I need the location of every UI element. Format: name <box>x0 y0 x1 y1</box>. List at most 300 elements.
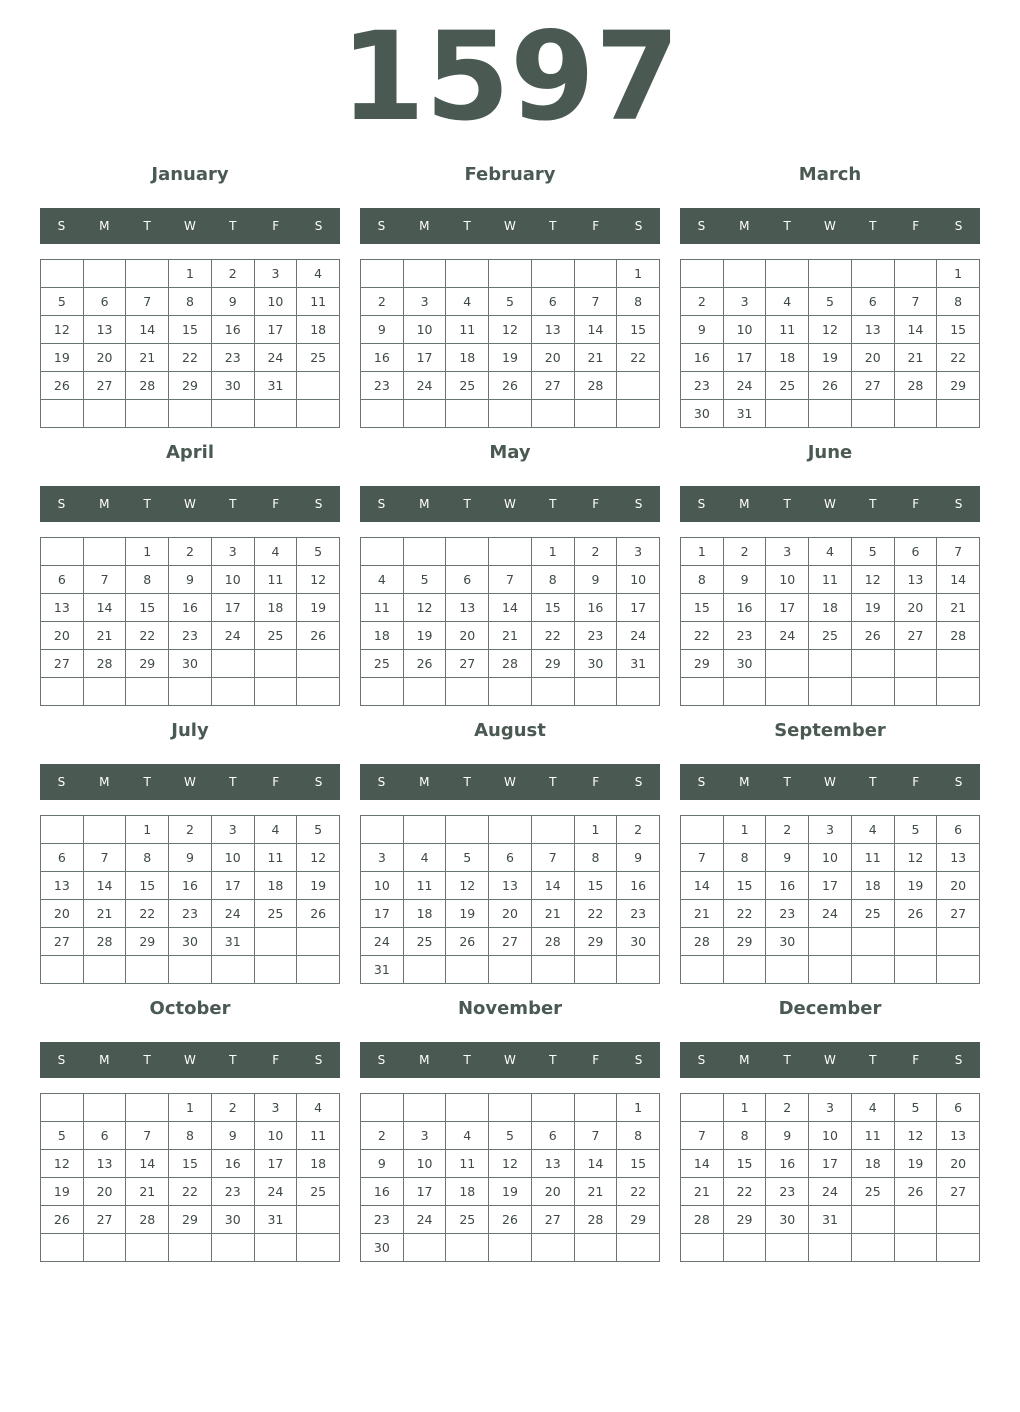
day-cell: 24 <box>212 900 255 928</box>
day-cell <box>895 1206 938 1234</box>
day-cell: 17 <box>809 872 852 900</box>
day-cell: 25 <box>255 622 298 650</box>
day-cell: 7 <box>575 1122 618 1150</box>
day-cell: 26 <box>489 372 532 400</box>
day-cell: 27 <box>84 1206 127 1234</box>
day-cell: 4 <box>446 1122 489 1150</box>
day-cell <box>212 1234 255 1262</box>
weekday-label: F <box>272 1053 280 1067</box>
day-cell: 28 <box>937 622 980 650</box>
day-cell: 7 <box>681 844 724 872</box>
day-cell: 26 <box>297 900 340 928</box>
day-cell <box>41 956 84 984</box>
weekday-label: S <box>57 1053 66 1067</box>
month-february <box>360 158 660 428</box>
day-cell: 13 <box>895 566 938 594</box>
day-cell: 24 <box>404 1206 447 1234</box>
day-cell: 29 <box>937 372 980 400</box>
day-cell <box>169 678 212 706</box>
day-cell: 1 <box>937 260 980 288</box>
weekday-label: T <box>143 775 151 789</box>
month-name: December <box>778 998 882 1019</box>
day-cell: 27 <box>852 372 895 400</box>
day-cell: 1 <box>575 816 618 844</box>
day-cell: 22 <box>724 1178 767 1206</box>
day-cell: 23 <box>169 900 212 928</box>
weekday-header <box>40 208 340 244</box>
day-cell: 21 <box>126 344 169 372</box>
month-december <box>680 992 980 1262</box>
day-cell <box>617 678 660 706</box>
day-cell: 8 <box>126 566 169 594</box>
day-cell <box>809 956 852 984</box>
day-cell <box>297 650 340 678</box>
day-cell: 26 <box>404 650 447 678</box>
day-cell <box>895 678 938 706</box>
day-cell: 20 <box>532 1178 575 1206</box>
day-cell <box>297 956 340 984</box>
day-cell: 30 <box>361 1234 404 1262</box>
day-cell: 18 <box>297 316 340 344</box>
day-cell: 7 <box>681 1122 724 1150</box>
weekday-label: S <box>697 497 706 511</box>
day-cell: 10 <box>212 566 255 594</box>
weekday-label: T <box>549 1053 557 1067</box>
day-cell: 19 <box>297 872 340 900</box>
day-cell <box>84 678 127 706</box>
day-cell: 10 <box>361 872 404 900</box>
day-cell: 2 <box>575 538 618 566</box>
day-cell <box>489 260 532 288</box>
weekday-label: T <box>229 219 237 233</box>
day-cell: 11 <box>446 316 489 344</box>
day-cell: 9 <box>766 844 809 872</box>
weekday-label: W <box>184 1053 196 1067</box>
day-cell: 12 <box>489 1150 532 1178</box>
day-cell: 12 <box>41 1150 84 1178</box>
day-cell <box>852 678 895 706</box>
day-cell: 2 <box>361 288 404 316</box>
day-cell: 29 <box>126 928 169 956</box>
day-cell: 22 <box>617 344 660 372</box>
day-cell: 24 <box>255 344 298 372</box>
day-cell: 20 <box>446 622 489 650</box>
day-cell: 28 <box>895 372 938 400</box>
day-cell: 3 <box>404 1122 447 1150</box>
month-june <box>680 436 980 706</box>
day-cell: 1 <box>724 816 767 844</box>
day-cell <box>766 678 809 706</box>
weekday-label: S <box>314 219 323 233</box>
weekday-label: M <box>739 497 750 511</box>
day-cell: 1 <box>532 538 575 566</box>
day-cell <box>532 400 575 428</box>
day-cell <box>809 928 852 956</box>
day-cell: 27 <box>41 928 84 956</box>
day-cell <box>489 678 532 706</box>
day-cell: 14 <box>895 316 938 344</box>
day-cell: 21 <box>681 1178 724 1206</box>
day-cell: 8 <box>724 1122 767 1150</box>
weekday-label: T <box>549 775 557 789</box>
day-cell: 19 <box>895 1150 938 1178</box>
day-cell <box>489 816 532 844</box>
weekday-label: T <box>463 775 471 789</box>
day-cell <box>617 400 660 428</box>
day-grid <box>40 1093 340 1262</box>
day-cell <box>446 538 489 566</box>
weekday-label: F <box>592 497 600 511</box>
day-cell <box>404 816 447 844</box>
month-name: April <box>165 442 215 463</box>
weekday-label: W <box>824 219 836 233</box>
day-cell: 13 <box>446 594 489 622</box>
day-cell: 28 <box>489 650 532 678</box>
weekday-label: S <box>954 219 963 233</box>
weekday-label: M <box>419 1053 430 1067</box>
weekday-label: F <box>272 775 280 789</box>
day-cell: 6 <box>532 288 575 316</box>
day-cell: 21 <box>84 900 127 928</box>
day-cell: 9 <box>169 566 212 594</box>
day-cell <box>126 678 169 706</box>
day-cell: 23 <box>212 344 255 372</box>
month-name: July <box>171 720 209 741</box>
day-cell: 9 <box>681 316 724 344</box>
day-cell <box>575 400 618 428</box>
day-cell: 14 <box>84 594 127 622</box>
month-name: October <box>149 998 231 1019</box>
weekday-label: T <box>143 1053 151 1067</box>
day-cell: 8 <box>575 844 618 872</box>
weekday-label: F <box>912 775 920 789</box>
day-cell: 1 <box>617 1094 660 1122</box>
day-cell: 2 <box>681 288 724 316</box>
day-cell <box>446 1234 489 1262</box>
month-name: August <box>474 720 546 741</box>
day-cell: 18 <box>446 1178 489 1206</box>
day-cell: 8 <box>617 288 660 316</box>
day-cell <box>404 400 447 428</box>
day-cell: 22 <box>575 900 618 928</box>
day-cell: 12 <box>404 594 447 622</box>
weekday-label: T <box>549 219 557 233</box>
day-cell: 8 <box>724 844 767 872</box>
day-cell: 16 <box>361 344 404 372</box>
day-cell: 30 <box>575 650 618 678</box>
day-cell: 9 <box>766 1122 809 1150</box>
day-cell: 18 <box>852 1150 895 1178</box>
day-cell: 19 <box>852 594 895 622</box>
day-cell: 6 <box>895 538 938 566</box>
day-cell: 15 <box>126 594 169 622</box>
day-cell: 26 <box>809 372 852 400</box>
day-grid <box>360 1093 660 1262</box>
weekday-label: S <box>697 1053 706 1067</box>
day-cell: 17 <box>404 344 447 372</box>
day-cell <box>937 400 980 428</box>
day-cell: 18 <box>404 900 447 928</box>
weekday-header <box>680 486 980 522</box>
day-grid <box>40 259 340 428</box>
day-cell: 13 <box>532 1150 575 1178</box>
day-cell <box>41 538 84 566</box>
day-cell: 10 <box>724 316 767 344</box>
day-cell: 26 <box>895 900 938 928</box>
weekday-label: T <box>869 219 877 233</box>
weekday-label: S <box>634 219 643 233</box>
day-cell: 23 <box>766 900 809 928</box>
day-cell: 7 <box>84 566 127 594</box>
day-cell: 4 <box>255 538 298 566</box>
day-grid <box>680 1093 980 1262</box>
day-cell: 21 <box>489 622 532 650</box>
day-cell: 3 <box>809 1094 852 1122</box>
weekday-header <box>680 764 980 800</box>
day-cell: 16 <box>212 1150 255 1178</box>
day-cell: 6 <box>84 1122 127 1150</box>
day-cell <box>852 400 895 428</box>
weekday-label: S <box>697 219 706 233</box>
day-cell <box>809 1234 852 1262</box>
day-cell: 3 <box>617 538 660 566</box>
day-cell: 3 <box>255 260 298 288</box>
day-cell <box>852 956 895 984</box>
day-cell: 19 <box>41 344 84 372</box>
day-cell: 22 <box>126 622 169 650</box>
day-cell: 10 <box>617 566 660 594</box>
day-cell: 23 <box>575 622 618 650</box>
day-cell: 25 <box>297 344 340 372</box>
day-cell <box>255 956 298 984</box>
day-cell: 18 <box>255 594 298 622</box>
day-cell <box>937 956 980 984</box>
day-cell <box>404 1234 447 1262</box>
day-cell: 15 <box>575 872 618 900</box>
day-cell <box>297 678 340 706</box>
day-cell <box>297 400 340 428</box>
weekday-label: S <box>954 1053 963 1067</box>
day-cell: 24 <box>617 622 660 650</box>
day-cell <box>126 400 169 428</box>
day-cell: 15 <box>724 872 767 900</box>
day-cell: 7 <box>84 844 127 872</box>
weekday-label: W <box>184 775 196 789</box>
day-cell: 8 <box>126 844 169 872</box>
day-cell: 20 <box>937 1150 980 1178</box>
day-cell: 14 <box>84 872 127 900</box>
day-cell: 17 <box>404 1178 447 1206</box>
day-cell <box>41 678 84 706</box>
day-cell: 11 <box>809 566 852 594</box>
weekday-label: W <box>504 219 516 233</box>
day-cell: 1 <box>169 1094 212 1122</box>
day-cell: 24 <box>212 622 255 650</box>
weekday-label: M <box>419 219 430 233</box>
day-cell <box>532 1094 575 1122</box>
day-cell: 4 <box>297 260 340 288</box>
day-cell: 30 <box>212 1206 255 1234</box>
weekday-label: S <box>634 497 643 511</box>
day-cell <box>575 1094 618 1122</box>
day-cell: 13 <box>84 1150 127 1178</box>
day-cell <box>681 816 724 844</box>
day-cell <box>766 1234 809 1262</box>
day-cell <box>895 260 938 288</box>
day-cell: 22 <box>126 900 169 928</box>
day-cell: 17 <box>724 344 767 372</box>
day-cell <box>361 538 404 566</box>
day-cell: 20 <box>937 872 980 900</box>
day-cell: 9 <box>575 566 618 594</box>
day-cell <box>617 1234 660 1262</box>
day-cell: 30 <box>169 928 212 956</box>
day-cell: 6 <box>41 566 84 594</box>
day-cell <box>446 678 489 706</box>
day-cell: 4 <box>852 1094 895 1122</box>
day-cell: 13 <box>84 316 127 344</box>
day-cell <box>84 1234 127 1262</box>
day-cell: 18 <box>361 622 404 650</box>
day-cell: 11 <box>255 844 298 872</box>
day-cell <box>169 956 212 984</box>
day-cell: 30 <box>169 650 212 678</box>
day-cell: 25 <box>766 372 809 400</box>
day-cell: 26 <box>41 372 84 400</box>
day-grid <box>360 815 660 984</box>
day-cell: 6 <box>84 288 127 316</box>
day-cell <box>575 956 618 984</box>
weekday-label: S <box>314 497 323 511</box>
day-cell <box>681 678 724 706</box>
day-cell: 31 <box>361 956 404 984</box>
month-august <box>360 714 660 984</box>
day-cell: 9 <box>212 288 255 316</box>
day-cell <box>937 1206 980 1234</box>
day-cell <box>41 816 84 844</box>
day-cell: 26 <box>895 1178 938 1206</box>
day-cell: 20 <box>489 900 532 928</box>
day-cell: 15 <box>617 316 660 344</box>
day-cell: 26 <box>297 622 340 650</box>
day-cell <box>852 260 895 288</box>
day-cell <box>84 400 127 428</box>
day-cell: 5 <box>404 566 447 594</box>
day-cell: 29 <box>617 1206 660 1234</box>
day-cell: 4 <box>361 566 404 594</box>
day-cell: 18 <box>446 344 489 372</box>
day-cell <box>852 928 895 956</box>
day-cell <box>489 956 532 984</box>
day-cell: 25 <box>852 900 895 928</box>
day-cell <box>724 1234 767 1262</box>
weekday-label: M <box>739 1053 750 1067</box>
day-cell: 12 <box>446 872 489 900</box>
day-cell: 2 <box>169 816 212 844</box>
day-cell: 5 <box>489 288 532 316</box>
day-cell: 4 <box>297 1094 340 1122</box>
day-cell <box>41 1094 84 1122</box>
day-cell <box>489 538 532 566</box>
day-cell <box>575 260 618 288</box>
day-cell: 8 <box>169 288 212 316</box>
day-cell <box>937 928 980 956</box>
day-cell <box>446 400 489 428</box>
day-cell: 15 <box>724 1150 767 1178</box>
day-cell: 8 <box>681 566 724 594</box>
day-cell: 25 <box>809 622 852 650</box>
weekday-label: M <box>99 1053 110 1067</box>
day-cell: 6 <box>532 1122 575 1150</box>
day-cell: 7 <box>937 538 980 566</box>
weekday-label: T <box>463 1053 471 1067</box>
day-cell <box>766 650 809 678</box>
day-cell: 31 <box>212 928 255 956</box>
day-cell <box>297 928 340 956</box>
weekday-label: T <box>869 497 877 511</box>
day-cell <box>532 956 575 984</box>
day-cell: 12 <box>852 566 895 594</box>
day-cell <box>446 1094 489 1122</box>
day-cell <box>41 1234 84 1262</box>
day-cell: 28 <box>532 928 575 956</box>
day-cell: 3 <box>766 538 809 566</box>
day-cell: 5 <box>41 1122 84 1150</box>
day-cell: 5 <box>895 816 938 844</box>
day-cell: 16 <box>766 1150 809 1178</box>
weekday-label: T <box>229 775 237 789</box>
day-cell: 3 <box>809 816 852 844</box>
day-cell: 23 <box>361 1206 404 1234</box>
day-cell: 30 <box>766 928 809 956</box>
day-cell <box>895 400 938 428</box>
day-cell <box>361 260 404 288</box>
day-cell: 28 <box>681 928 724 956</box>
day-cell: 10 <box>404 316 447 344</box>
day-cell: 15 <box>169 1150 212 1178</box>
day-cell: 13 <box>937 844 980 872</box>
weekday-label: F <box>912 497 920 511</box>
day-cell <box>404 956 447 984</box>
day-cell: 12 <box>809 316 852 344</box>
day-cell: 12 <box>895 1122 938 1150</box>
weekday-label: S <box>314 1053 323 1067</box>
day-cell: 24 <box>809 900 852 928</box>
day-cell: 28 <box>84 928 127 956</box>
day-cell <box>255 1234 298 1262</box>
day-cell: 5 <box>489 1122 532 1150</box>
day-cell: 10 <box>404 1150 447 1178</box>
day-cell: 22 <box>681 622 724 650</box>
day-cell: 9 <box>169 844 212 872</box>
day-cell: 23 <box>617 900 660 928</box>
day-cell: 1 <box>617 260 660 288</box>
day-cell: 19 <box>446 900 489 928</box>
day-cell <box>361 678 404 706</box>
day-cell: 17 <box>766 594 809 622</box>
weekday-label: S <box>634 775 643 789</box>
day-cell: 4 <box>766 288 809 316</box>
day-cell: 7 <box>126 288 169 316</box>
day-cell: 14 <box>126 1150 169 1178</box>
day-cell: 3 <box>212 538 255 566</box>
month-name: September <box>774 720 886 741</box>
day-cell: 7 <box>532 844 575 872</box>
day-cell: 4 <box>446 288 489 316</box>
day-cell: 17 <box>212 872 255 900</box>
day-cell: 25 <box>446 372 489 400</box>
month-name: March <box>798 164 862 185</box>
